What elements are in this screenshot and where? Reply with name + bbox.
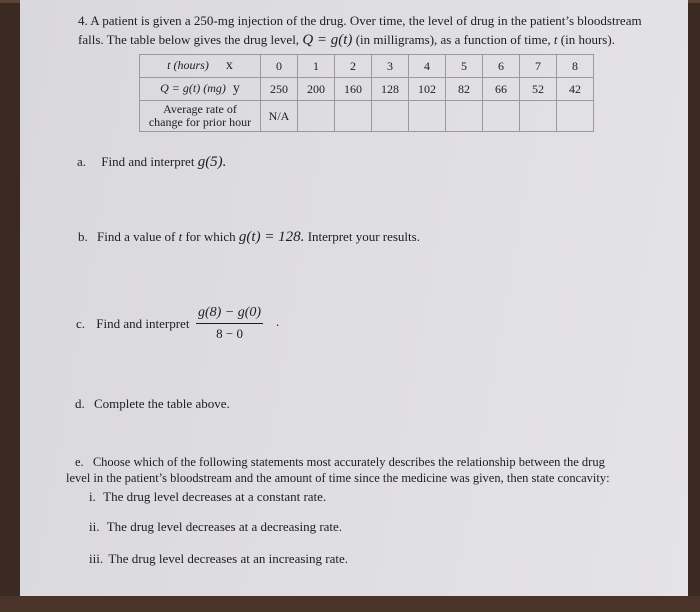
g-cell: 42 [557,78,594,101]
option-iii [89,551,348,567]
g-cell: 160 [335,78,372,101]
g-cell: 82 [446,78,483,101]
background-bottom [0,596,700,612]
part-c [76,316,189,332]
part-b-text-end: Interpret your results. [307,229,420,244]
time-label: t (hours) [167,58,209,72]
t-cell: 8 [557,55,594,78]
part-b [78,229,420,246]
part-b-text-start: Find a value of [97,229,176,244]
part-d-letter: d. [75,396,85,411]
problem-line-2-start: falls. The table below gives the drug level, [78,32,300,47]
g-cell: 128 [372,78,409,101]
part-c-fraction [196,305,263,342]
option-i [89,489,326,505]
t-cell: 5 [446,55,483,78]
rate-row [140,101,594,132]
rate-cell [298,101,335,132]
part-b-variable: t [178,229,183,244]
t-cell: 0 [261,55,298,78]
handwritten-y: y [232,81,240,96]
drug-level-table [139,54,594,132]
problem-line-2-mid: (in milligrams), as a function of time, [355,32,551,47]
g-cell: 66 [483,78,520,101]
rate-cell [557,101,594,132]
part-c-period: . [276,314,280,329]
level-label: Q = g(t) (mg) [160,81,226,95]
t-cell: 7 [520,55,557,78]
part-d [75,396,230,412]
t-cell: 6 [483,55,520,78]
t-cell: 4 [409,55,446,78]
part-e-line-2: level in the patient’s bloodstream and the amount of time since the medicine was given, then state concavity: [66,471,610,485]
function-definition: Q = g(t) [302,32,353,48]
time-row-header [140,55,261,78]
part-c-letter: c. [76,316,86,331]
level-row-header [140,78,261,101]
rate-label-line-2: change for prior hour [148,115,252,129]
part-b-letter: b. [78,229,88,244]
fraction-numerator: g(8) − g(0) [196,305,263,324]
option-ii [89,519,342,535]
fraction-denominator: 8 − 0 [216,326,243,341]
part-e-text-1: Choose which of the following statements most accurately describes the relationship between the drug [92,455,605,469]
rate-row-header [140,101,261,132]
option-i-label: i. [89,489,96,504]
part-a-math: g(5). [197,154,227,170]
g-cell: 102 [409,78,446,101]
rate-cell [446,101,483,132]
g-cell: 250 [261,78,298,101]
part-b-text-mid: for which [185,229,236,244]
g-cell: 52 [520,78,557,101]
level-row [140,78,594,101]
handwritten-x: x [225,58,233,73]
part-c-text: Find and interpret [96,316,190,331]
option-i-text: The drug level decreases at a constant rate. [103,489,327,504]
part-a-letter: a. [77,154,87,169]
part-b-math: g(t) = 128. [238,229,305,245]
problem-line-2 [78,32,615,49]
option-ii-label: ii. [89,519,100,534]
part-a-text: Find and interpret [101,154,195,169]
rate-cell [483,101,520,132]
part-d-text: Complete the table above. [94,396,230,411]
problem-line-1: 4. A patient is given a 250-mg injection of the drug. Over time, the level of drug in the patient’s bloodstream [78,13,642,28]
time-row [140,55,594,78]
g-cell: 200 [298,78,335,101]
option-iii-text: The drug level decreases at an increasing rate. [108,551,348,566]
problem-line-2-end: (in hours). [560,32,615,47]
t-cell: 1 [298,55,335,78]
t-cell: 3 [372,55,409,78]
part-e-line-1 [75,455,605,470]
part-a [77,154,226,171]
rate-cell [372,101,409,132]
rate-cell [335,101,372,132]
rate-cell [520,101,557,132]
t-cell: 2 [335,55,372,78]
part-e-letter: e. [75,455,84,469]
rate-label-line-1: Average rate of [163,102,237,116]
rate-cell [409,101,446,132]
time-variable: t [553,32,558,47]
option-ii-text: The drug level decreases at a decreasing rate. [106,519,343,534]
rate-cell: N/A [261,101,298,132]
option-iii-label: iii. [89,551,104,566]
